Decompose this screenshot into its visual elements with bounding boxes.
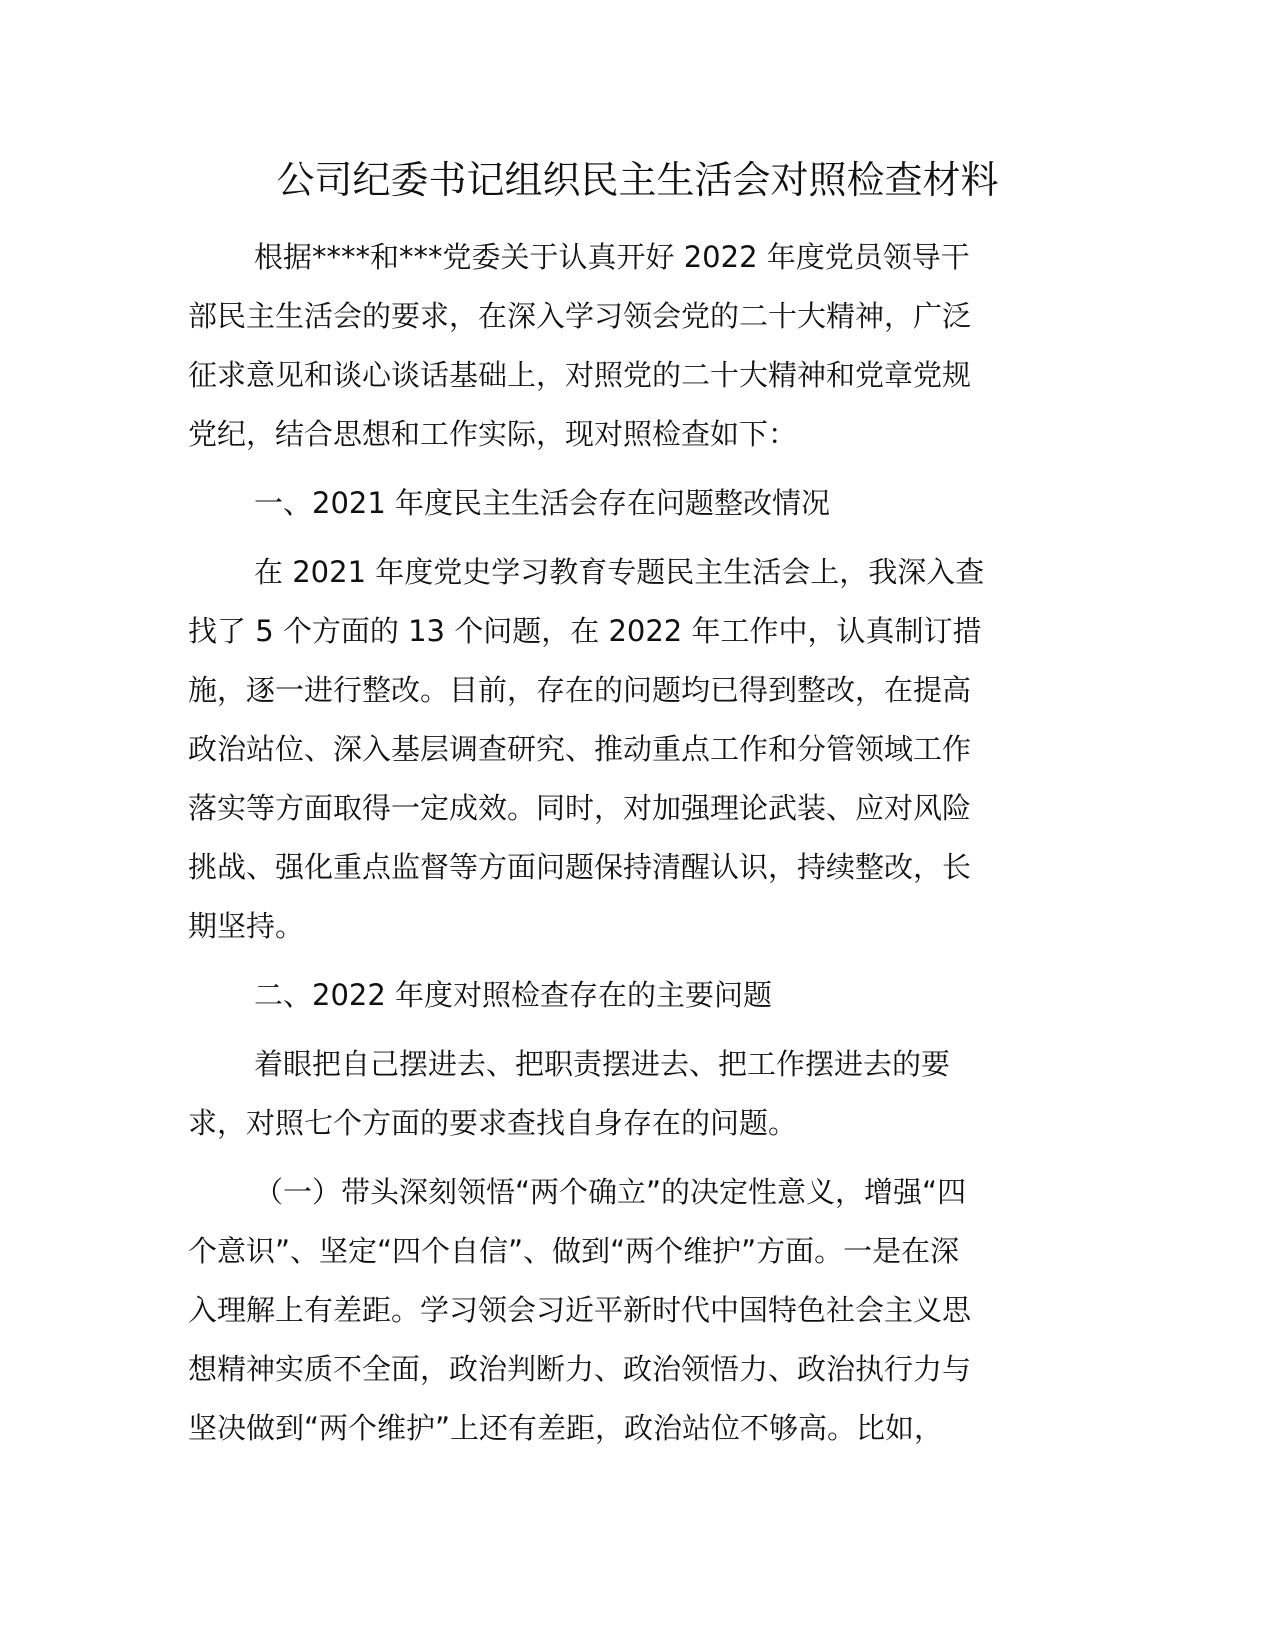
paragraph-line: 求，对照七个方面的要求查找自身存在的问题。 [188, 1106, 798, 1140]
paragraph-line: 期坚持。 [188, 909, 305, 943]
section-heading-1 [188, 474, 1088, 533]
heading-line: 二、2022 年度对照检查存在的主要问题 [254, 978, 773, 1012]
paragraph-line: 落实等方面取得一定成效。同时，对加强理论武装、应对风险 [188, 791, 972, 825]
section-heading-2 [188, 966, 1088, 1025]
paragraph-line: 找了 5 个方面的 13 个问题，在 2022 年工作中，认真制订措 [188, 614, 982, 648]
paragraph-line: 根据****和***党委关于认真开好 2022 年度党员领导干 [254, 240, 970, 274]
paragraph-rectification [188, 543, 1088, 956]
heading-line: 一、2021 年度民主生活会存在问题整改情况 [254, 486, 831, 520]
paragraph-line: （一）带头深刻领悟“两个确立”的决定性意义，增强“四 [254, 1175, 967, 1209]
paragraph-line: 着眼把自己摆进去、把职责摆进去、把工作摆进去的要 [254, 1047, 951, 1081]
paragraph-line: 个意识”、坚定“四个自信”、做到“两个维护”方面。一是在深 [188, 1234, 960, 1268]
paragraph-line: 挑战、强化重点监督等方面问题保持清醒认识，持续整改，长 [188, 850, 972, 884]
paragraph-line: 施，逐一进行整改。目前，存在的问题均已得到整改，在提高 [188, 673, 972, 707]
document-title: 公司纪委书记组织民主生活会对照检查材料 [276, 158, 999, 202]
paragraph-item-1 [188, 1163, 1088, 1458]
paragraph-line: 入理解上有差距。学习领会习近平新时代中国特色社会主义思 [188, 1293, 972, 1327]
paragraph-line: 在 2021 年度党史学习教育专题民主生活会上，我深入查 [254, 555, 985, 589]
paragraph-line: 政治站位、深入基层调查研究、推动重点工作和分管领域工作 [188, 732, 972, 766]
paragraph-intro [188, 228, 1088, 464]
paragraph-line: 想精神实质不全面，政治判断力、政治领悟力、政治执行力与 [188, 1352, 972, 1386]
paragraph-line: 党纪，结合思想和工作实际，现对照检查如下： [188, 417, 798, 451]
paragraph-line: 坚决做到“两个维护”上还有差距，政治站位不够高。比如， [188, 1411, 944, 1445]
paragraph-line: 征求意见和谈心谈话基础上，对照党的二十大精神和党章党规 [188, 358, 972, 392]
document-body [188, 228, 1088, 1458]
paragraph-requirement [188, 1035, 1088, 1153]
paragraph-line: 部民主生活会的要求，在深入学习领会党的二十大精神，广泛 [188, 299, 972, 333]
